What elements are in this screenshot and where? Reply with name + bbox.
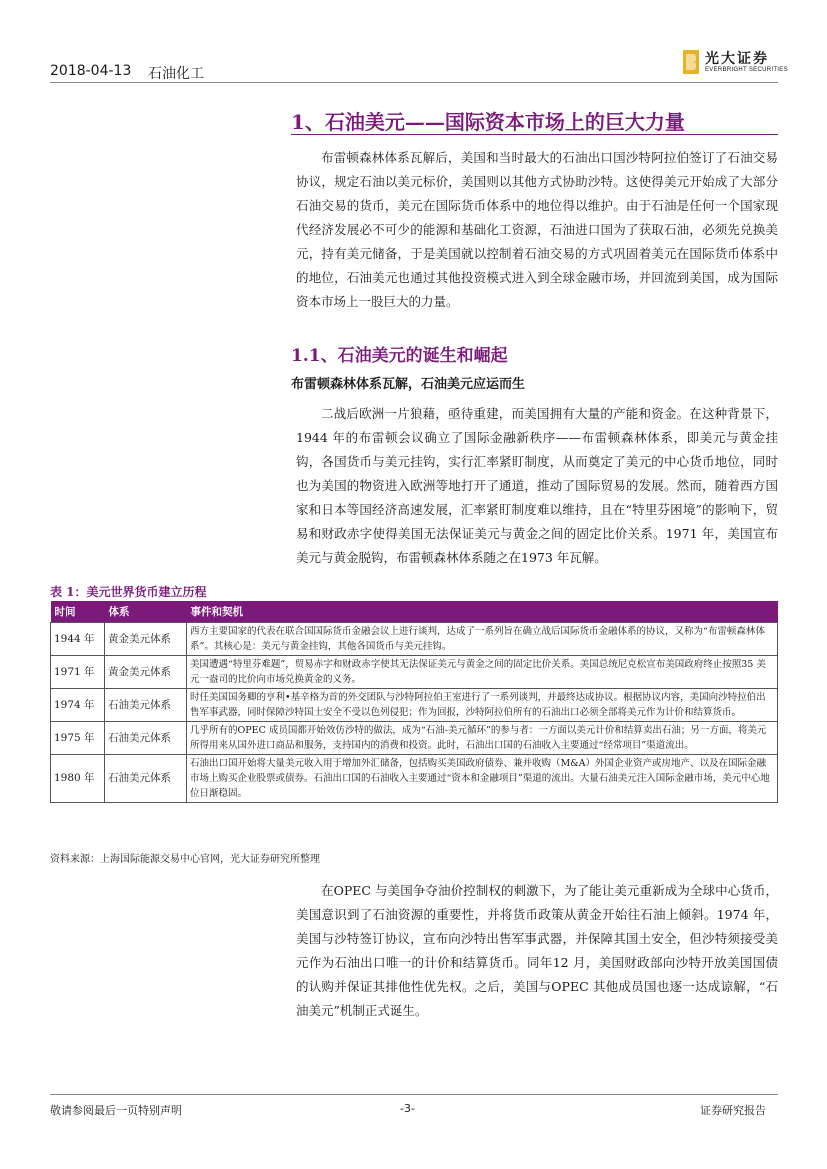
table-cell-system: 石油美元体系 — [105, 755, 187, 803]
section-heading: 1、石油美元——国际资本市场上的巨大力量 — [291, 110, 685, 134]
subsection-paragraph-2: 在OPEC 与美国争夺油价控制权的刺激下，为了能让美元重新成为全球中心货币，美国意识到了石油资源的重要性，并将货币政策从黄金开始往石油上倾斜。1974 年，美国与沙特签订协议，宣布向沙特出售军事武器，并保障其国土安全，但沙特须接受美元作为石油出口唯一的计价和结算货币。同年12 月，美国财政部向沙特开放美国国债的认购并保证其排他性优先权。之后，美国与OPEC 其他成员国也逐一达成谅解，“石油美元”机制正式诞生。 — [296, 883, 778, 1018]
footer-divider — [50, 1094, 778, 1095]
table-cell-event: 西方主要国家的代表在联合国国际货币金融会议上进行谈判，达成了一系列旨在确立战后国际货币金融体系的协议，又称为“布雷顿森林体系”。其核心是：美元与黄金挂钩，其他各国货币与美元挂钩。 — [187, 623, 778, 656]
table-source: 资料来源：上海国际能源交易中心官网，光大证券研究所整理 — [50, 854, 320, 865]
footer-report-type: 证券研究报告 — [700, 1104, 766, 1117]
table-header-system: 体系 — [105, 601, 187, 623]
table-cell-system: 黄金美元体系 — [105, 623, 187, 656]
table-row — [51, 623, 778, 656]
report-date: 2018-04-13 — [50, 63, 132, 79]
table-cell-event: 美国遭遇“特里芬难题”，贸易赤字和财政赤字使其无法保证美元与黄金之间的固定比价关系。美国总统尼克松宣布美国政府终止按照35 美元一盎司的比价向市场兑换黄金的义务。 — [187, 656, 778, 689]
table-cell-event: 几乎所有的OPEC 成员国都开始效仿沙特的做法，成为“石油-美元循环”的参与者：一方面以美元计价和结算卖出石油；另一方面，将美元所得用来从国外进口商品和服务，支持国内的消费和投资。此时，石油出口国的石油收入主要通过“经常项目”渠道流出。 — [187, 722, 778, 755]
section-heading-rule — [291, 134, 778, 135]
table-row — [51, 722, 778, 755]
report-sector: 石油化工 — [148, 66, 204, 82]
subsection-heading: 1.1、石油美元的诞生和崛起 — [291, 346, 508, 366]
footer-disclaimer: 敬请参阅最后一页特别声明 — [50, 1104, 182, 1117]
table-row — [51, 755, 778, 803]
history-table — [50, 601, 778, 803]
logo-en-text: EVERBRIGHT SECURITIES — [705, 67, 788, 73]
table-cell-year: 1980 年 — [51, 755, 105, 803]
logo-mark-icon — [683, 50, 699, 74]
table-header-event: 事件和契机 — [187, 601, 778, 623]
table-header-year: 时间 — [51, 601, 105, 623]
table-cell-year: 1971 年 — [51, 656, 105, 689]
table-cell-event: 时任美国国务卿的亨利•基辛格为首的外交团队与沙特阿拉伯王室进行了一系列谈判，并最终达成协议。根据协议内容，美国向沙特拉伯出售军事武器，同时保障沙特国土安全不受以色列侵犯；作为回报，沙特阿拉伯所有的石油出口必须全部将美元作为计价和结算货币。 — [187, 689, 778, 722]
table-cell-year: 1974 年 — [51, 689, 105, 722]
header-divider — [50, 82, 778, 83]
table-cell-year: 1944 年 — [51, 623, 105, 656]
table-row — [51, 656, 778, 689]
table-cell-system: 石油美元体系 — [105, 689, 187, 722]
table-cell-system: 黄金美元体系 — [105, 656, 187, 689]
logo-cn-text: 光大证券 — [705, 51, 769, 67]
subsection-subheading: 布雷顿森林体系瓦解，石油美元应运而生 — [291, 377, 526, 392]
table-cell-event: 石油出口国开始将大量美元收入用于增加外汇储备，包括购买美国政府债券、兼并收购（M&A）外国企业资产或房地产、以及在国际金融市场上购买企业股票或债券。石油出口国的石油收入主要通过“资本和金融项目”渠道的流出。大量石油美元注入国际金融市场，美元中心地位日渐稳固。 — [187, 755, 778, 803]
table-cell-year: 1975 年 — [51, 722, 105, 755]
page-number: -3- — [400, 1102, 415, 1115]
table-cell-system: 石油美元体系 — [105, 722, 187, 755]
section-paragraph-1: 布雷顿森林体系瓦解后，美国和当时最大的石油出口国沙特阿拉伯签订了石油交易协议，规定石油以美元标价，美国则以其他方式协助沙特。这使得美元开始成了大部分石油交易的货币，美元在国际货币体系中的地位得以维护。由于石油是任何一个国家现代经济发展必不可少的能源和基础化工资源，石油进口国为了获取石油，必须先兑换美元，持有美元储备，于是美国就以控制着石油交易的方式巩固着美元在国际货币体系中的地位，石油美元也通过其他投资模式进入到全球金融市场，并回流到美国，成为国际资本市场上一股巨大的力量。 — [296, 150, 778, 309]
company-logo — [683, 48, 788, 78]
subsection-paragraph-1: 二战后欧洲一片狼藉，亟待重建，而美国拥有大量的产能和资金。在这种背景下，1944 年的布雷顿会议确立了国际金融新秩序——布雷顿森林体系，即美元与黄金挂钩，各国货币与美元挂钩，实行汇率紧盯制度，从而奠定了美元的中心货币地位，同时也为美国的物资进入欧洲等地打开了通道，推动了国际贸易的发展。然而，随着西方国家和日本等国经济高速发展，汇率紧盯制度难以维持，且在“特里芬困境”的影响下，贸易和财政赤字使得美国无法保证美元与黄金之间的固定比价关系。1971 年，美国宣布美元与黄金脱钩，布雷顿森林体系随之在1973 年瓦解。 — [296, 406, 778, 565]
table-title: 表 1：美元世界货币建立历程 — [50, 585, 207, 599]
table-row — [51, 689, 778, 722]
table-header-row — [51, 601, 778, 623]
